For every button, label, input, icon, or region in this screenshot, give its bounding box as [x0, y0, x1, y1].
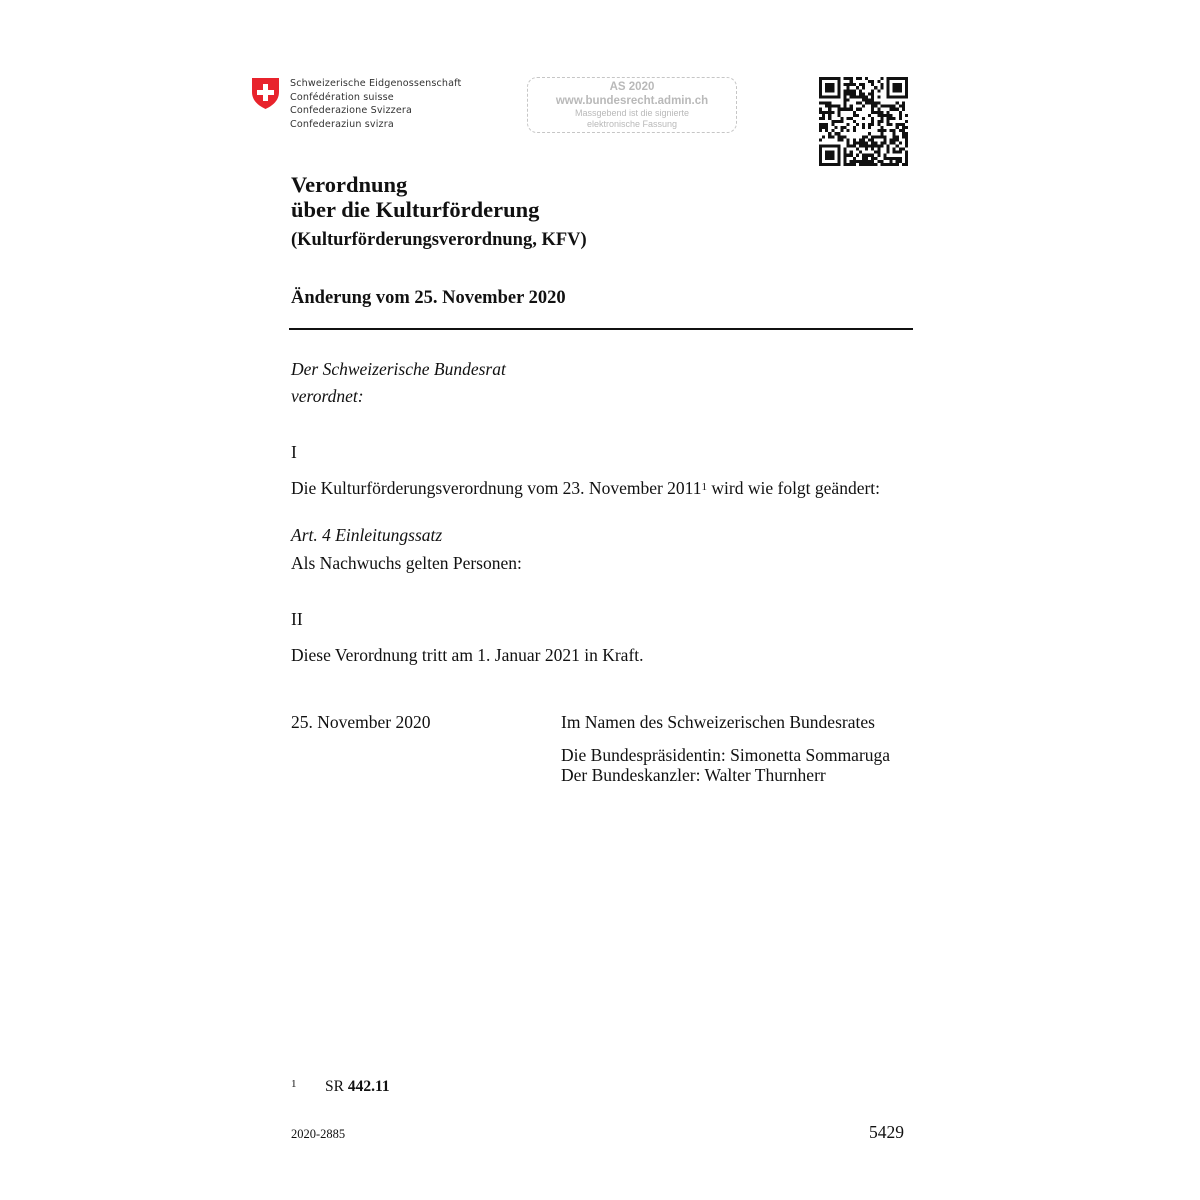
confederation-name-fr: Confédération suisse	[290, 91, 394, 103]
confederation-name-rm: Confederaziun svizra	[290, 118, 394, 130]
swiss-coat-of-arms-icon	[251, 77, 280, 110]
confederation-name-it: Confederazione Svizzera	[290, 105, 413, 117]
section-numeral-2: II	[291, 609, 303, 629]
stamp-note-1: Massgebend ist die signierte	[574, 108, 690, 118]
signature-president: Die Bundespräsidentin: Simonetta Sommaruga	[561, 745, 891, 765]
preamble-issuer: Der Schweizerische Bundesrat	[291, 359, 506, 379]
stamp-note-2: elektronische Fassung	[586, 119, 678, 129]
document-title	[291, 172, 539, 222]
official-publication-stamp	[527, 77, 737, 133]
title-line-1: Verordnung	[291, 172, 408, 197]
article-text: Als Nachwuchs gelten Personen:	[291, 553, 522, 573]
confederation-names	[290, 77, 461, 131]
footnote-number: 1	[291, 1078, 297, 1090]
qr-code-icon	[819, 77, 908, 166]
preamble-verb: verordnet:	[291, 386, 364, 406]
footnote-text	[325, 1078, 390, 1096]
signature-on-behalf: Im Namen des Schweizerischen Bundesrates	[561, 712, 875, 732]
section-1-intro-text: Die Kulturförderungsverordnung vom 23. November 2011	[291, 478, 702, 498]
section-1-intro-suffix: wird wie folgt geändert:	[707, 478, 881, 498]
document-short-title: (Kulturförderungsverordnung, KFV)	[291, 230, 587, 250]
title-divider	[289, 328, 913, 330]
section-2-text: Diese Verordnung tritt am 1. Januar 2021 in Kraft.	[291, 645, 644, 665]
stamp-collection: AS 2020	[609, 81, 655, 93]
article-heading: Art. 4 Einleitungssatz	[291, 525, 443, 545]
section-numeral-1: I	[291, 442, 297, 462]
footnote-prefix: SR	[325, 1078, 348, 1095]
signature-chancellor: Der Bundeskanzler: Walter Thurnherr	[561, 765, 826, 785]
document-number: 2020-2885	[291, 1127, 346, 1141]
signature-date: 25. November 2020	[291, 712, 431, 732]
footnote-sr-reference[interactable]: 442.11	[347, 1078, 390, 1095]
section-1-intro	[291, 477, 880, 499]
title-line-2: über die Kulturförderung	[291, 197, 540, 222]
page-number: 5429	[869, 1122, 904, 1142]
confederation-name-de: Schweizerische Eidgenossenschaft	[290, 78, 462, 89]
stamp-url: www.bundesrecht.admin.ch	[555, 95, 709, 107]
amendment-date: Änderung vom 25. November 2020	[291, 288, 566, 308]
footnote-reference[interactable]: 1	[701, 481, 708, 493]
